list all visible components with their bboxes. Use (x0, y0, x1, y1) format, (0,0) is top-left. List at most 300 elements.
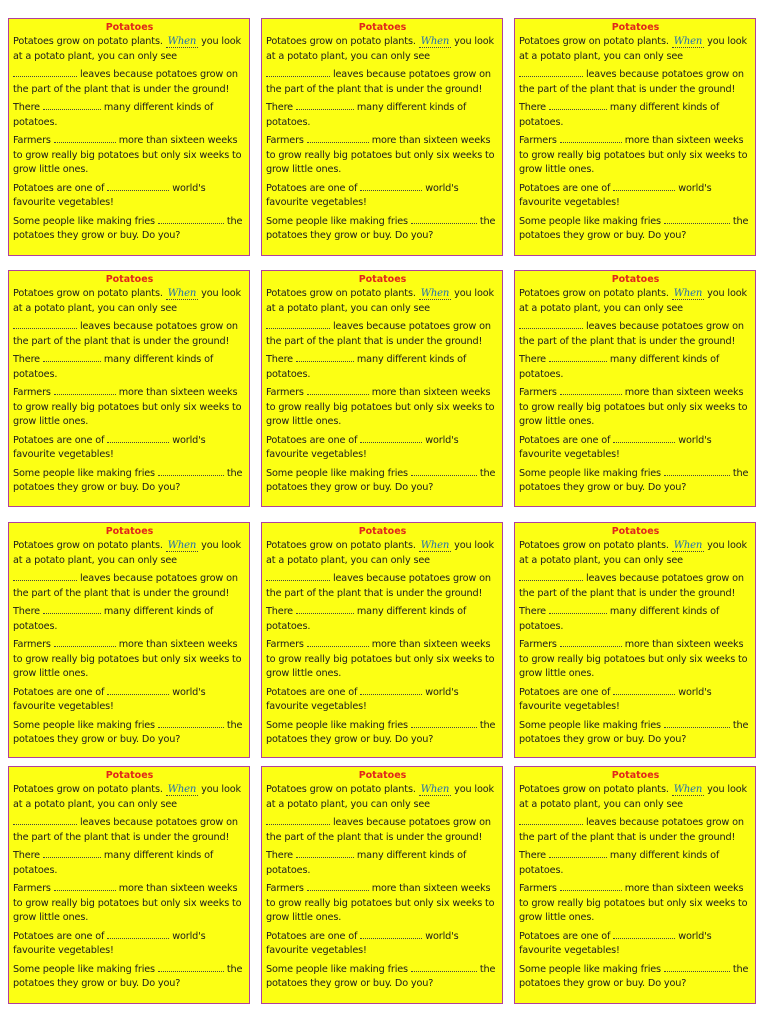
sentence-3 (13, 604, 246, 634)
sentence-6-end: the potatoes they grow or buy. Do you? (266, 963, 496, 989)
card-title: Potatoes (358, 274, 407, 285)
sentence-1-start: Potatoes grow on potato plants. (266, 540, 416, 551)
answer-when: When (673, 540, 703, 551)
blank-6[interactable] (411, 718, 477, 728)
sentence-3-end: many different kinds of potatoes. (519, 606, 720, 632)
sentence-2 (519, 319, 752, 349)
sentence-6 (266, 962, 499, 992)
worksheet-card-2 (261, 18, 503, 256)
sentence-4-start: Farmers (266, 387, 304, 398)
blank-2[interactable] (266, 571, 330, 581)
answer-when: When (420, 36, 450, 47)
sentence-6 (13, 962, 246, 992)
sentence-6 (519, 962, 752, 992)
blank-4[interactable] (560, 385, 622, 395)
sentence-3-end: many different kinds of potatoes. (13, 354, 214, 380)
blank-5[interactable] (107, 685, 169, 695)
blank-2[interactable] (13, 815, 77, 825)
worksheet-card-11 (261, 766, 503, 1004)
sentence-6 (519, 718, 752, 748)
sentence-2-end: leaves because potatoes grow on the part of the plant that is under the ground! (266, 69, 491, 95)
blank-2[interactable] (519, 815, 583, 825)
worksheet-card-5 (261, 270, 503, 507)
sentence-5-end: world's favourite vegetables! (519, 686, 712, 712)
worksheet-card-12 (514, 766, 756, 1004)
sentence-1 (13, 287, 246, 316)
sentence-2 (266, 815, 499, 845)
sentence-4-start: Farmers (519, 883, 557, 894)
sentence-2 (519, 571, 752, 601)
sentence-4-end: more than sixteen weeks to grow really big potatoes but only six weeks to grow little ones. (519, 387, 748, 427)
sentence-1-end: you look at a potato plant, you can only see (519, 540, 747, 566)
sentence-1-end: you look at a potato plant, you can only see (13, 288, 241, 314)
sentence-1-end: you look at a potato plant, you can only see (519, 784, 747, 810)
blank-5[interactable] (107, 929, 169, 939)
sentence-6 (266, 466, 499, 496)
sentence-6-start: Some people like making fries (13, 467, 155, 479)
sentence-6-start: Some people like making fries (519, 467, 661, 479)
sentence-2-end: leaves because potatoes grow on the part of the plant that is under the ground! (519, 69, 744, 95)
sentence-1-end: you look at a potato plant, you can only see (13, 784, 241, 810)
sentence-1-end: you look at a potato plant, you can only see (13, 540, 241, 566)
sentence-3-start: There (13, 850, 40, 861)
blank-2[interactable] (13, 319, 77, 329)
sentence-6-end: the potatoes they grow or buy. Do you? (13, 215, 243, 241)
blank-4[interactable] (307, 133, 369, 143)
sentence-4-start: Farmers (13, 387, 51, 398)
sentence-6-end: the potatoes they grow or buy. Do you? (13, 963, 243, 989)
sentence-1 (266, 539, 499, 568)
worksheet-card-6 (514, 270, 756, 507)
sentence-1-start: Potatoes grow on potato plants. (266, 288, 416, 299)
sentence-4-start: Farmers (13, 135, 51, 146)
card-title: Potatoes (611, 526, 660, 537)
sentence-4 (519, 881, 752, 926)
worksheet-card-8 (261, 522, 503, 758)
sentence-5-start: Potatoes are one of (13, 182, 105, 194)
sentence-6-end: the potatoes they grow or buy. Do you? (519, 719, 749, 745)
sentence-4 (13, 637, 246, 682)
sentence-1-end: you look at a potato plant, you can only see (13, 36, 241, 62)
sentence-3-start: There (13, 354, 40, 365)
sentence-3-end: many different kinds of potatoes. (519, 102, 720, 128)
sentence-3-start: There (266, 102, 293, 113)
card-title: Potatoes (358, 526, 407, 537)
sentence-4-start: Farmers (519, 387, 557, 398)
blank-2[interactable] (266, 67, 330, 77)
sentence-5 (519, 181, 752, 211)
blank-6[interactable] (664, 466, 730, 476)
sentence-6-start: Some people like making fries (519, 963, 661, 975)
sentence-2 (13, 67, 246, 97)
sentence-4-end: more than sixteen weeks to grow really big potatoes but only six weeks to grow little ones. (519, 135, 748, 175)
blank-5[interactable] (360, 433, 422, 443)
sentence-1-start: Potatoes grow on potato plants. (13, 288, 163, 299)
sentence-1 (519, 287, 752, 316)
sentence-5-end: world's favourite vegetables! (519, 930, 712, 956)
blank-3[interactable] (296, 100, 354, 110)
sentence-2 (13, 571, 246, 601)
sentence-5-start: Potatoes are one of (519, 686, 611, 698)
blank-4[interactable] (54, 133, 116, 143)
sentence-1 (13, 783, 246, 812)
sentence-6 (13, 466, 246, 496)
blank-5[interactable] (613, 929, 675, 939)
card-grid (8, 18, 756, 1004)
sentence-6 (266, 718, 499, 748)
card-title: Potatoes (358, 22, 407, 33)
sentence-3-end: many different kinds of potatoes. (266, 850, 467, 876)
blank-4[interactable] (560, 133, 622, 143)
sentence-4 (13, 385, 246, 430)
blank-5[interactable] (107, 181, 169, 191)
blank-5[interactable] (360, 181, 422, 191)
sentence-1-end: you look at a potato plant, you can only see (266, 288, 494, 314)
sentence-5-end: world's favourite vegetables! (13, 686, 206, 712)
sentence-5-start: Potatoes are one of (519, 930, 611, 942)
answer-when: When (167, 288, 197, 299)
blank-3[interactable] (43, 100, 101, 110)
sentence-3 (266, 352, 499, 382)
blank-4[interactable] (307, 385, 369, 395)
sentence-5 (13, 181, 246, 211)
sentence-2 (13, 319, 246, 349)
sentence-5-end: world's favourite vegetables! (13, 182, 206, 208)
sentence-1-start: Potatoes grow on potato plants. (13, 540, 163, 551)
sentence-5 (13, 685, 246, 715)
blank-5[interactable] (613, 433, 675, 443)
sentence-4-end: more than sixteen weeks to grow really big potatoes but only six weeks to grow little ones. (13, 387, 242, 427)
sentence-5-start: Potatoes are one of (13, 930, 105, 942)
sentence-3 (13, 100, 246, 130)
sentence-5 (13, 433, 246, 463)
blank-3[interactable] (296, 604, 354, 614)
sentence-2-end: leaves because potatoes grow on the part of the plant that is under the ground! (519, 573, 744, 599)
sentence-4-start: Farmers (519, 135, 557, 146)
sentence-5-end: world's favourite vegetables! (266, 930, 459, 956)
sentence-6 (266, 214, 499, 244)
sentence-1-start: Potatoes grow on potato plants. (13, 36, 163, 47)
sentence-6 (13, 718, 246, 748)
worksheet-card-4 (8, 270, 250, 507)
sentence-5 (519, 433, 752, 463)
sentence-3-start: There (13, 102, 40, 113)
blank-4[interactable] (307, 881, 369, 891)
sentence-5-end: world's favourite vegetables! (519, 434, 712, 460)
sentence-5-start: Potatoes are one of (266, 930, 358, 942)
blank-2[interactable] (519, 67, 583, 77)
sentence-6-end: the potatoes they grow or buy. Do you? (519, 467, 749, 493)
sentence-3-end: many different kinds of potatoes. (519, 354, 720, 380)
sentence-3 (519, 352, 752, 382)
sentence-6-end: the potatoes they grow or buy. Do you? (519, 215, 749, 241)
sentence-1-start: Potatoes grow on potato plants. (519, 540, 669, 551)
sentence-2-end: leaves because potatoes grow on the part of the plant that is under the ground! (266, 573, 491, 599)
sentence-3 (13, 352, 246, 382)
sentence-1 (519, 539, 752, 568)
blank-2[interactable] (519, 319, 583, 329)
blank-3[interactable] (549, 352, 607, 362)
sentence-1-start: Potatoes grow on potato plants. (519, 288, 669, 299)
sentence-5-start: Potatoes are one of (519, 182, 611, 194)
sentence-3-end: many different kinds of potatoes. (266, 354, 467, 380)
sentence-6-end: the potatoes they grow or buy. Do you? (519, 963, 749, 989)
sentence-4-end: more than sixteen weeks to grow really big potatoes but only six weeks to grow little ones. (13, 135, 242, 175)
sentence-6-start: Some people like making fries (519, 215, 661, 227)
sentence-2-end: leaves because potatoes grow on the part of the plant that is under the ground! (519, 321, 744, 347)
blank-6[interactable] (158, 962, 224, 972)
sentence-4-start: Farmers (266, 883, 304, 894)
sentence-5-end: world's favourite vegetables! (266, 686, 459, 712)
sentence-1-end: you look at a potato plant, you can only see (266, 540, 494, 566)
sentence-3-end: many different kinds of potatoes. (519, 850, 720, 876)
sentence-3 (266, 848, 499, 878)
blank-5[interactable] (613, 685, 675, 695)
answer-when: When (673, 288, 703, 299)
worksheet-card-3 (514, 18, 756, 256)
sentence-4-end: more than sixteen weeks to grow really big potatoes but only six weeks to grow little ones. (13, 883, 242, 923)
sentence-1-end: you look at a potato plant, you can only see (519, 288, 747, 314)
sentence-4-end: more than sixteen weeks to grow really big potatoes but only six weeks to grow little ones. (266, 135, 495, 175)
answer-when: When (167, 784, 197, 795)
sentence-3-start: There (266, 606, 293, 617)
sentence-1-start: Potatoes grow on potato plants. (519, 784, 669, 795)
sentence-3-start: There (519, 354, 546, 365)
sentence-5 (519, 685, 752, 715)
sentence-5-end: world's favourite vegetables! (266, 434, 459, 460)
blank-6[interactable] (411, 214, 477, 224)
sentence-6-start: Some people like making fries (13, 719, 155, 731)
sentence-5-start: Potatoes are one of (266, 686, 358, 698)
sentence-6-end: the potatoes they grow or buy. Do you? (266, 467, 496, 493)
blank-5[interactable] (360, 929, 422, 939)
blank-4[interactable] (54, 385, 116, 395)
blank-6[interactable] (664, 962, 730, 972)
sentence-6 (519, 466, 752, 496)
sentence-6-start: Some people like making fries (266, 719, 408, 731)
card-title: Potatoes (611, 22, 660, 33)
sentence-2-end: leaves because potatoes grow on the part of the plant that is under the ground! (266, 321, 491, 347)
sentence-6-start: Some people like making fries (266, 215, 408, 227)
sentence-6-start: Some people like making fries (13, 215, 155, 227)
blank-2[interactable] (13, 67, 77, 77)
blank-2[interactable] (266, 319, 330, 329)
sentence-2-end: leaves because potatoes grow on the part of the plant that is under the ground! (266, 817, 491, 843)
sentence-3-start: There (519, 102, 546, 113)
sentence-5 (266, 181, 499, 211)
sentence-1-end: you look at a potato plant, you can only see (266, 784, 494, 810)
sentence-1 (266, 287, 499, 316)
sentence-3 (519, 100, 752, 130)
worksheet-card-7 (8, 522, 250, 758)
blank-3[interactable] (43, 604, 101, 614)
card-title: Potatoes (105, 274, 154, 285)
sentence-5-start: Potatoes are one of (266, 434, 358, 446)
sentence-6-start: Some people like making fries (266, 467, 408, 479)
sentence-5 (13, 929, 246, 959)
sentence-6-start: Some people like making fries (13, 963, 155, 975)
blank-4[interactable] (54, 881, 116, 891)
worksheet-card-10 (8, 766, 250, 1004)
blank-3[interactable] (549, 100, 607, 110)
sentence-1-start: Potatoes grow on potato plants. (13, 784, 163, 795)
sentence-5 (266, 433, 499, 463)
sentence-6-end: the potatoes they grow or buy. Do you? (266, 215, 496, 241)
sentence-4 (519, 133, 752, 178)
answer-when: When (420, 540, 450, 551)
answer-when: When (167, 36, 197, 47)
sentence-5 (519, 929, 752, 959)
blank-3[interactable] (549, 848, 607, 858)
sentence-3 (519, 604, 752, 634)
sentence-4-start: Farmers (13, 883, 51, 894)
sentence-4 (519, 637, 752, 682)
blank-2[interactable] (13, 571, 77, 581)
sentence-4-end: more than sixteen weeks to grow really big potatoes but only six weeks to grow little ones. (266, 883, 495, 923)
sentence-4-start: Farmers (266, 135, 304, 146)
sentence-2-end: leaves because potatoes grow on the part of the plant that is under the ground! (13, 817, 238, 843)
sentence-3 (519, 848, 752, 878)
card-title: Potatoes (105, 770, 154, 781)
sentence-4-end: more than sixteen weeks to grow really big potatoes but only six weeks to grow little ones. (266, 639, 495, 679)
sentence-1 (13, 539, 246, 568)
sentence-4-end: more than sixteen weeks to grow really big potatoes but only six weeks to grow little ones. (519, 883, 748, 923)
sentence-2 (519, 67, 752, 97)
blank-3[interactable] (43, 848, 101, 858)
answer-when: When (167, 540, 197, 551)
sentence-3-end: many different kinds of potatoes. (266, 102, 467, 128)
card-title: Potatoes (611, 770, 660, 781)
sentence-4-start: Farmers (13, 639, 51, 650)
sentence-6-end: the potatoes they grow or buy. Do you? (13, 467, 243, 493)
sentence-1 (13, 35, 246, 64)
sentence-5-start: Potatoes are one of (13, 686, 105, 698)
worksheet-card-1 (8, 18, 250, 256)
sentence-3 (13, 848, 246, 878)
sentence-3-start: There (519, 606, 546, 617)
sentence-3-start: There (266, 354, 293, 365)
sentence-3-start: There (519, 850, 546, 861)
sentence-1-start: Potatoes grow on potato plants. (266, 784, 416, 795)
blank-4[interactable] (54, 637, 116, 647)
sentence-1 (266, 783, 499, 812)
blank-3[interactable] (43, 352, 101, 362)
sentence-3-end: many different kinds of potatoes. (13, 850, 214, 876)
blank-5[interactable] (107, 433, 169, 443)
sentence-6-start: Some people like making fries (266, 963, 408, 975)
sentence-6 (13, 214, 246, 244)
blank-3[interactable] (296, 848, 354, 858)
sentence-6-end: the potatoes they grow or buy. Do you? (266, 719, 496, 745)
sentence-2 (266, 319, 499, 349)
sentence-5-start: Potatoes are one of (266, 182, 358, 194)
sentence-5 (266, 685, 499, 715)
sentence-5-end: world's favourite vegetables! (13, 434, 206, 460)
blank-5[interactable] (360, 685, 422, 695)
sentence-5-end: world's favourite vegetables! (13, 930, 206, 956)
sentence-3-start: There (13, 606, 40, 617)
sentence-4 (266, 637, 499, 682)
sentence-4-end: more than sixteen weeks to grow really big potatoes but only six weeks to grow little ones. (13, 639, 242, 679)
sentence-4 (519, 385, 752, 430)
blank-3[interactable] (296, 352, 354, 362)
sentence-2-end: leaves because potatoes grow on the part of the plant that is under the ground! (13, 321, 238, 347)
sentence-2-end: leaves because potatoes grow on the part of the plant that is under the ground! (519, 817, 744, 843)
sentence-1 (519, 35, 752, 64)
sentence-4-start: Farmers (519, 639, 557, 650)
answer-when: When (673, 784, 703, 795)
sentence-4 (266, 133, 499, 178)
answer-when: When (420, 288, 450, 299)
card-title: Potatoes (611, 274, 660, 285)
sentence-3-start: There (266, 850, 293, 861)
sentence-2 (266, 571, 499, 601)
card-title: Potatoes (358, 770, 407, 781)
blank-6[interactable] (158, 214, 224, 224)
blank-6[interactable] (158, 718, 224, 728)
sentence-4-end: more than sixteen weeks to grow really big potatoes but only six weeks to grow little ones. (519, 639, 748, 679)
answer-when: When (673, 36, 703, 47)
sentence-4-start: Farmers (266, 639, 304, 650)
sentence-6-end: the potatoes they grow or buy. Do you? (13, 719, 243, 745)
blank-6[interactable] (664, 214, 730, 224)
sentence-1-start: Potatoes grow on potato plants. (519, 36, 669, 47)
blank-4[interactable] (307, 637, 369, 647)
sentence-4 (13, 881, 246, 926)
sentence-1-end: you look at a potato plant, you can only see (266, 36, 494, 62)
sentence-5-end: world's favourite vegetables! (519, 182, 712, 208)
worksheet-card-9 (514, 522, 756, 758)
blank-4[interactable] (560, 637, 622, 647)
sentence-1-start: Potatoes grow on potato plants. (266, 36, 416, 47)
blank-2[interactable] (519, 571, 583, 581)
blank-6[interactable] (664, 718, 730, 728)
sentence-2-end: leaves because potatoes grow on the part of the plant that is under the ground! (13, 69, 238, 95)
sentence-2 (519, 815, 752, 845)
sentence-2 (266, 67, 499, 97)
sentence-3-end: many different kinds of potatoes. (266, 606, 467, 632)
answer-when: When (420, 784, 450, 795)
blank-4[interactable] (560, 881, 622, 891)
blank-6[interactable] (411, 962, 477, 972)
sentence-4 (266, 385, 499, 430)
blank-5[interactable] (613, 181, 675, 191)
blank-6[interactable] (411, 466, 477, 476)
card-title: Potatoes (105, 22, 154, 33)
sentence-3-end: many different kinds of potatoes. (13, 606, 214, 632)
sentence-1 (519, 783, 752, 812)
sentence-2 (13, 815, 246, 845)
sentence-2-end: leaves because potatoes grow on the part of the plant that is under the ground! (13, 573, 238, 599)
sentence-5-end: world's favourite vegetables! (266, 182, 459, 208)
sentence-5-start: Potatoes are one of (13, 434, 105, 446)
sentence-3-end: many different kinds of potatoes. (13, 102, 214, 128)
sentence-5 (266, 929, 499, 959)
sentence-6-start: Some people like making fries (519, 719, 661, 731)
sentence-3 (266, 100, 499, 130)
sentence-4 (13, 133, 246, 178)
sentence-1-end: you look at a potato plant, you can only see (519, 36, 747, 62)
blank-2[interactable] (266, 815, 330, 825)
card-title: Potatoes (105, 526, 154, 537)
sentence-3 (266, 604, 499, 634)
sentence-4-end: more than sixteen weeks to grow really big potatoes but only six weeks to grow little ones. (266, 387, 495, 427)
sentence-4 (266, 881, 499, 926)
blank-3[interactable] (549, 604, 607, 614)
blank-6[interactable] (158, 466, 224, 476)
sentence-5-start: Potatoes are one of (519, 434, 611, 446)
sentence-6 (519, 214, 752, 244)
